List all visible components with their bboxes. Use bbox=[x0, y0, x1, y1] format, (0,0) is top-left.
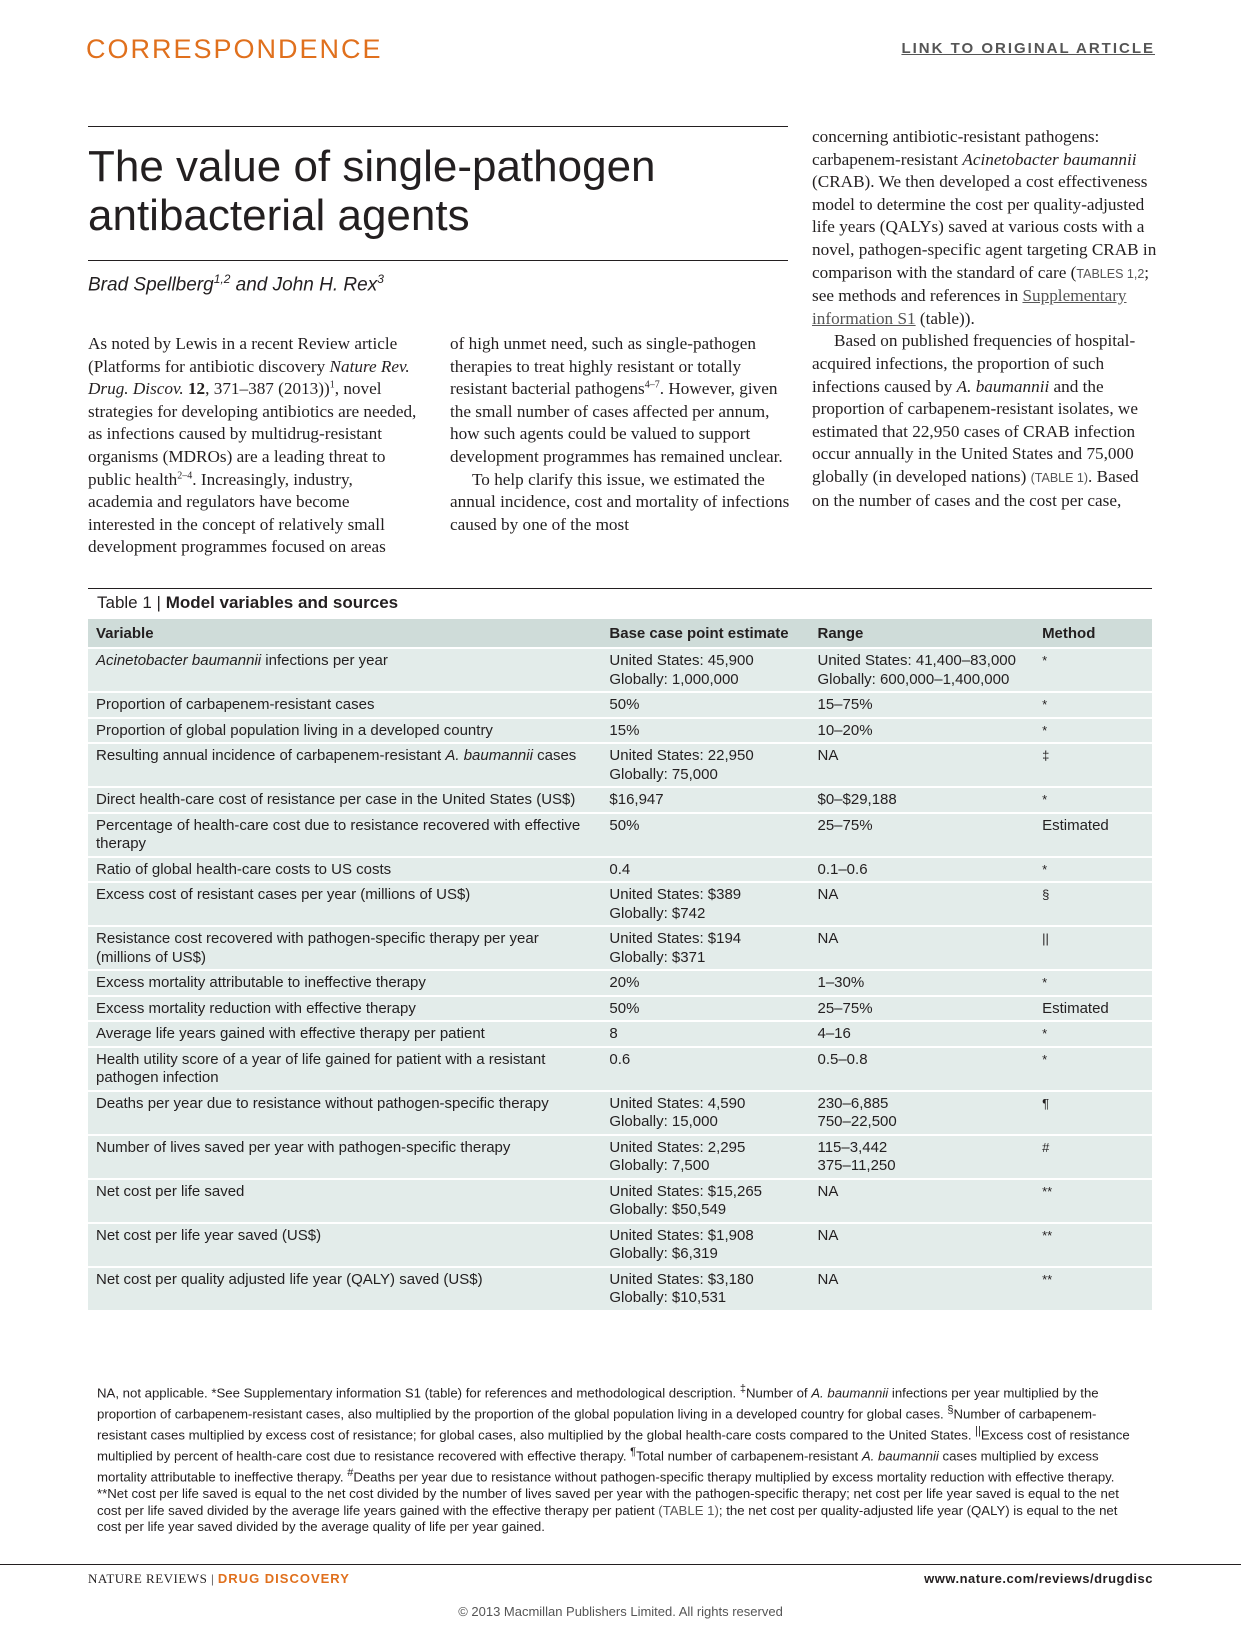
reference-superscript[interactable]: 2–4 bbox=[177, 469, 193, 481]
variable-text: Net cost per life year saved (US$) bbox=[96, 1226, 322, 1244]
supplementary-link[interactable]: Supplementary information S1 bbox=[812, 286, 1127, 328]
variable-text: Excess mortality reduction with effective therapy bbox=[96, 999, 416, 1017]
title-bottom-rule bbox=[88, 260, 788, 261]
text: As noted by Lewis in a recent Review article (Platforms for antibiotic discovery bbox=[88, 334, 398, 376]
cell-variable bbox=[88, 787, 601, 813]
cell-range-line: NA bbox=[817, 747, 839, 764]
variable-text: Proportion of carbapenem-resistant cases bbox=[96, 696, 375, 713]
cell-method: || bbox=[1034, 926, 1152, 970]
reference-superscript[interactable]: 1 bbox=[329, 379, 335, 391]
cell-variable bbox=[88, 882, 601, 926]
copyright-notice: © 2013 Macmillan Publishers Limited. All rights reserved bbox=[458, 1604, 783, 1619]
journal-citation: Nature Rev. Drug. Discov. bbox=[88, 356, 410, 399]
footnote-symbol: # bbox=[347, 1466, 354, 1479]
cell-base-case bbox=[601, 718, 809, 744]
cell-variable bbox=[88, 1091, 601, 1135]
cell-base-case-line: United States: $15,265 bbox=[609, 1182, 762, 1200]
cell-method: Estimated bbox=[1034, 813, 1152, 857]
author-1: Brad Spellberg bbox=[88, 274, 214, 296]
cell-base-case-line: Globally: 1,000,000 bbox=[609, 670, 739, 688]
cell-base-case bbox=[601, 787, 809, 813]
cell-method: * bbox=[1034, 718, 1152, 744]
cell-base-case bbox=[601, 1267, 809, 1310]
cell-variable bbox=[88, 1267, 601, 1310]
text: concerning antibiotic-resistant pathogens: carbapenem-resistant bbox=[812, 127, 1100, 169]
table-title: Model variables and sources bbox=[165, 593, 399, 612]
cell-base-case-line: United States: $1,908 bbox=[609, 1226, 754, 1244]
cell-variable bbox=[88, 743, 601, 787]
column-header-variable: Variable bbox=[88, 619, 601, 648]
text: Excess cost of resistance multiplied by percent of health-care cost due to resistance recovered with effective therapy. bbox=[97, 1427, 1130, 1464]
author-conjunction: and bbox=[230, 274, 273, 296]
cell-range-line: 230–6,885 bbox=[817, 1094, 889, 1112]
cell-range-line: NA bbox=[817, 930, 839, 947]
cell-base-case-line: 20% bbox=[609, 974, 640, 991]
cell-base-case-line: United States: 22,950 bbox=[609, 747, 754, 764]
cell-base-case-line: 50% bbox=[609, 816, 640, 834]
cell-range bbox=[809, 692, 1034, 718]
cell-range-line: NA bbox=[817, 886, 839, 903]
species-name: A. baumannii bbox=[956, 376, 1050, 396]
table-number: Table 1 | bbox=[97, 593, 166, 612]
cell-method: * bbox=[1034, 1021, 1152, 1047]
text: , 371–387 (2013)) bbox=[205, 379, 330, 399]
variable-text: Resulting annual incidence of carbapenem-resistant bbox=[96, 747, 446, 764]
species-name: A. baumannii bbox=[445, 747, 533, 764]
table-body bbox=[88, 648, 1152, 1310]
cell-base-case-line: Globally: 7,500 bbox=[609, 1157, 710, 1174]
variable-text: infections per year bbox=[261, 652, 388, 669]
table-row bbox=[88, 1091, 1152, 1135]
table-row bbox=[88, 926, 1152, 970]
variable-text: Direct health-care cost of resistance per case in the United States (US$) bbox=[96, 791, 576, 808]
variable-text: Average life years gained with effective therapy per patient bbox=[96, 1025, 485, 1042]
text: ; the net cost per quality-adjusted life year (QALY) is equal to the net cost per life year saved divided by the average quality of life per year gained. bbox=[97, 1502, 1118, 1535]
cell-variable bbox=[88, 970, 601, 996]
paragraph bbox=[450, 333, 790, 469]
cell-base-case-line: United States: 2,295 bbox=[609, 1138, 746, 1156]
column-header-base-case: Base case point estimate bbox=[601, 619, 809, 648]
footnote-symbol: || bbox=[975, 1424, 981, 1437]
cell-method: § bbox=[1034, 882, 1152, 926]
cell-range-line: 375–11,250 bbox=[817, 1157, 896, 1174]
text: Number of carbapenem-resistant cases multiplied by excess cost of resistance; for global cases, also multiplied by the global health-care costs compared to the United States. bbox=[97, 1406, 1097, 1443]
cell-base-case bbox=[601, 996, 809, 1022]
journal-name-part-2: DRUG DISCOVERY bbox=[217, 1571, 350, 1586]
cell-base-case bbox=[601, 1179, 809, 1223]
cell-base-case-line: Globally: $50,549 bbox=[609, 1201, 727, 1218]
model-variables-table bbox=[88, 619, 1152, 1310]
cell-range bbox=[809, 718, 1034, 744]
cell-base-case-line: 0.6 bbox=[609, 1050, 631, 1068]
cell-base-case-line: 0.4 bbox=[609, 860, 631, 878]
cell-base-case-line: Globally: $10,531 bbox=[609, 1289, 727, 1306]
variable-text: Number of lives saved per year with pathogen-specific therapy bbox=[96, 1138, 511, 1156]
cell-method: ‡ bbox=[1034, 743, 1152, 787]
cell-base-case bbox=[601, 1047, 809, 1091]
species-name: Acinetobacter baumannii bbox=[96, 652, 262, 669]
text: ; see methods and references in bbox=[812, 262, 1150, 306]
cell-variable bbox=[88, 813, 601, 857]
article-authors bbox=[88, 272, 384, 296]
cell-range bbox=[809, 926, 1034, 970]
article-title: The value of single-pathogen antibacterial agents bbox=[88, 142, 656, 240]
journal-separator: | bbox=[207, 1571, 218, 1586]
cell-variable bbox=[88, 1021, 601, 1047]
cell-base-case-line: United States: $3,180 bbox=[609, 1270, 754, 1288]
cell-range bbox=[809, 1047, 1034, 1091]
cell-variable bbox=[88, 1135, 601, 1179]
cell-base-case bbox=[601, 882, 809, 926]
footnote-symbol: § bbox=[947, 1403, 954, 1416]
text: Total number of carbapenem-resistant bbox=[636, 1448, 862, 1464]
cell-base-case-line: United States: 4,590 bbox=[609, 1094, 746, 1112]
paragraph bbox=[812, 330, 1157, 512]
cell-range-line: 0.1–0.6 bbox=[817, 860, 868, 878]
cell-range-line: Globally: 600,000–1,400,000 bbox=[817, 670, 1010, 688]
table-row bbox=[88, 1179, 1152, 1223]
cell-base-case bbox=[601, 970, 809, 996]
table-row bbox=[88, 692, 1152, 718]
cell-range bbox=[809, 1179, 1034, 1223]
author-2: John H. Rex bbox=[272, 274, 378, 296]
cell-base-case-line: Globally: $742 bbox=[609, 904, 706, 922]
text: of high unmet need, such as single-pathogen therapies to treat highly resistant or totally resistant bacterial pathogens bbox=[450, 334, 756, 399]
cell-variable bbox=[88, 1179, 601, 1223]
text: , novel strategies for developing antibiotics are needed, as infections caused by multidrug-resistant organisms (MDROs) are a leading threat to public health bbox=[88, 379, 417, 489]
cell-range bbox=[809, 813, 1034, 857]
journal-name-part-1: NATURE REVIEWS bbox=[88, 1571, 208, 1586]
cell-base-case-line: Globally: $371 bbox=[609, 948, 706, 966]
column-header-method: Method bbox=[1034, 619, 1152, 648]
cell-range-line: 25–75% bbox=[817, 816, 873, 834]
cell-variable bbox=[88, 718, 601, 744]
variable-text: Deaths per year due to resistance without pathogen-specific therapy bbox=[96, 1094, 549, 1112]
text: Number of bbox=[746, 1385, 812, 1401]
cell-range bbox=[809, 996, 1034, 1022]
cell-range-line: 25–75% bbox=[817, 999, 873, 1017]
cell-method: ¶ bbox=[1034, 1091, 1152, 1135]
text: cases multiplied by excess mortality attributable to ineffective therapy. bbox=[97, 1448, 1099, 1485]
cell-base-case bbox=[601, 857, 809, 883]
table-row bbox=[88, 1021, 1152, 1047]
cell-base-case bbox=[601, 1223, 809, 1267]
cell-range bbox=[809, 743, 1034, 787]
cell-base-case bbox=[601, 813, 809, 857]
variable-text: Health utility score of a year of life gained for patient with a resistant pathogen infection bbox=[96, 1050, 546, 1086]
table-row bbox=[88, 718, 1152, 744]
variable-text: Resistance cost recovered with pathogen-specific therapy per year (millions of US$) bbox=[96, 930, 539, 966]
body-column-3 bbox=[812, 126, 1157, 512]
cell-base-case-line: Globally: $6,319 bbox=[609, 1245, 718, 1262]
cell-base-case-line: 50% bbox=[609, 696, 640, 713]
species-name: Acinetobacter baumannii bbox=[962, 149, 1137, 169]
footnote-symbol: ‡ bbox=[739, 1383, 747, 1395]
cell-range-line: 750–22,500 bbox=[817, 1113, 897, 1130]
cell-method: Estimated bbox=[1034, 996, 1152, 1022]
table-reference[interactable]: TABLES 1,2 bbox=[1076, 266, 1145, 281]
variable-text: Proportion of global population living in a developed country bbox=[96, 721, 493, 739]
column-header-range: Range bbox=[809, 619, 1034, 648]
author-1-affiliation: 1,2 bbox=[213, 272, 231, 286]
cell-method: * bbox=[1034, 692, 1152, 718]
text: . However, given the small number of cases affected per annum, how such agents could be valued to support development programmes has remained unclear. bbox=[450, 379, 783, 466]
cell-method: * bbox=[1034, 857, 1152, 883]
cell-range bbox=[809, 648, 1034, 692]
cell-range bbox=[809, 857, 1034, 883]
table-top-rule bbox=[88, 588, 1152, 589]
table-row bbox=[88, 857, 1152, 883]
cell-variable bbox=[88, 1223, 601, 1267]
title-top-rule bbox=[88, 126, 788, 127]
text: NA, not applicable. *See Supplementary information S1 (table) for references and methodological description. bbox=[97, 1385, 740, 1401]
text: (CRAB). We then developed a cost effectiveness model to determine the cost per quality-adjusted life years (QALYs) saved at various costs with a novel, pathogen-specific agent targeting CRAB in comparison with the standard of care ( bbox=[812, 172, 1157, 282]
footer-rule bbox=[0, 1564, 1241, 1565]
cell-base-case bbox=[601, 648, 809, 692]
cell-base-case bbox=[601, 743, 809, 787]
cell-method: * bbox=[1034, 787, 1152, 813]
cell-range-line: NA bbox=[817, 1226, 839, 1244]
cell-range bbox=[809, 970, 1034, 996]
table-row bbox=[88, 813, 1152, 857]
cell-range-line: $0–$29,188 bbox=[817, 791, 897, 808]
variable-text: cases bbox=[532, 747, 577, 764]
text: (table)). bbox=[915, 308, 975, 328]
text: and the proportion of carbapenem-resistant isolates, we estimated that 22,950 cases of CRAB infection occur annually in the United States and 75,000 globally (in developed nations) bbox=[812, 376, 1138, 486]
cell-base-case-line: 50% bbox=[609, 999, 640, 1017]
cell-range-line: 15–75% bbox=[817, 696, 873, 713]
cell-method: * bbox=[1034, 648, 1152, 692]
table-header-row bbox=[88, 619, 1152, 648]
variable-text: Net cost per quality adjusted life year (QALY) saved (US$) bbox=[96, 1270, 483, 1288]
cell-range bbox=[809, 787, 1034, 813]
cell-base-case-line: 8 bbox=[609, 1025, 618, 1042]
text: Based on published frequencies of hospital-acquired infections, the proportion of such infections caused by bbox=[812, 331, 1136, 396]
cell-method: * bbox=[1034, 1047, 1152, 1091]
variable-text: Excess mortality attributable to ineffective therapy bbox=[96, 974, 426, 991]
cell-range bbox=[809, 1267, 1034, 1310]
body-column-1 bbox=[88, 333, 418, 559]
journal-volume: 12 bbox=[187, 379, 206, 399]
cell-method: # bbox=[1034, 1135, 1152, 1179]
reference-superscript[interactable]: 4–7 bbox=[644, 379, 660, 391]
cell-base-case-line: Globally: 75,000 bbox=[609, 765, 718, 783]
table-row bbox=[88, 787, 1152, 813]
cell-base-case-line: $16,947 bbox=[609, 791, 664, 808]
cell-variable bbox=[88, 857, 601, 883]
paragraph: To help clarify this issue, we estimated the annual incidence, cost and mortality of infections caused by one of the most bbox=[450, 469, 790, 534]
table-reference[interactable]: (TABLE 1) bbox=[658, 1502, 719, 1518]
text: infections per year multiplied by the proportion of carbapenem-resistant cases, also multiplied by the proportion of the global population living in a developed country for global cases. bbox=[97, 1385, 1099, 1422]
cell-range bbox=[809, 1223, 1034, 1267]
cell-base-case-line: 15% bbox=[609, 721, 640, 739]
species-name: A. baumannii bbox=[811, 1385, 889, 1401]
table-reference[interactable]: (TABLE 1) bbox=[1030, 470, 1089, 485]
cell-base-case bbox=[601, 1135, 809, 1179]
link-to-original-article[interactable]: LINK TO ORIGINAL ARTICLE bbox=[901, 40, 1155, 57]
table-row bbox=[88, 1135, 1152, 1179]
cell-base-case-line: United States: $194 bbox=[609, 930, 742, 947]
table-row bbox=[88, 743, 1152, 787]
table-row bbox=[88, 1223, 1152, 1267]
journal-website[interactable]: www.nature.com/reviews/drugdisc bbox=[924, 1571, 1153, 1586]
table-row bbox=[88, 882, 1152, 926]
variable-text: Excess cost of resistant cases per year (millions of US$) bbox=[96, 886, 471, 903]
table-footnote bbox=[97, 1381, 1137, 1536]
table-caption bbox=[97, 593, 398, 613]
cell-variable bbox=[88, 648, 601, 692]
table-row bbox=[88, 1267, 1152, 1310]
cell-base-case-line: United States: 45,900 bbox=[609, 652, 754, 669]
cell-range-line: 4–16 bbox=[817, 1025, 851, 1042]
variable-text: Percentage of health-care cost due to resistance recovered with effective therapy bbox=[96, 816, 581, 852]
journal-name bbox=[88, 1571, 350, 1587]
cell-range bbox=[809, 1021, 1034, 1047]
author-2-affiliation: 3 bbox=[377, 272, 384, 286]
cell-method: ** bbox=[1034, 1223, 1152, 1267]
footnote-symbol: ¶ bbox=[630, 1445, 637, 1458]
table-row bbox=[88, 1047, 1152, 1091]
cell-range-line: NA bbox=[817, 1270, 839, 1288]
cell-base-case-line: Globally: 15,000 bbox=[609, 1113, 718, 1130]
cell-base-case bbox=[601, 1021, 809, 1047]
table-row bbox=[88, 996, 1152, 1022]
cell-variable bbox=[88, 926, 601, 970]
cell-range bbox=[809, 882, 1034, 926]
cell-base-case bbox=[601, 926, 809, 970]
cell-method: * bbox=[1034, 970, 1152, 996]
body-column-2 bbox=[450, 333, 790, 536]
text: . Increasingly, industry, academia and regulators have become interested in the concept of relatively small development programmes focused on areas bbox=[88, 469, 386, 557]
variable-text: Ratio of global health-care costs to US costs bbox=[96, 860, 392, 878]
cell-range bbox=[809, 1135, 1034, 1179]
cell-range-line: 115–3,442 bbox=[817, 1138, 888, 1156]
cell-variable bbox=[88, 1047, 601, 1091]
text: . Based on the number of cases and the cost per case, bbox=[812, 466, 1139, 510]
cell-method: ** bbox=[1034, 1179, 1152, 1223]
cell-range-line: 1–30% bbox=[817, 974, 865, 991]
variable-text: Net cost per life saved bbox=[96, 1182, 245, 1200]
cell-range-line: 0.5–0.8 bbox=[817, 1050, 868, 1068]
table-row bbox=[88, 970, 1152, 996]
cell-base-case-line: United States: $389 bbox=[609, 886, 742, 903]
cell-range-line: NA bbox=[817, 1182, 839, 1200]
text: Deaths per year due to resistance without pathogen-specific therapy multiplied by excess mortality reduction with effective therapy. **Net cost per life saved is equal to the net cost divided by the number of lives saved per year with the pathogen-specific therapy; net cost per life year saved is equal to the net cost per life saved divided by the average life years gained with the effective therapy per patient bbox=[97, 1469, 1119, 1518]
paragraph bbox=[812, 126, 1157, 330]
section-label: CORRESPONDENCE bbox=[86, 34, 383, 64]
cell-base-case bbox=[601, 692, 809, 718]
cell-variable bbox=[88, 692, 601, 718]
cell-variable bbox=[88, 996, 601, 1022]
cell-method: ** bbox=[1034, 1267, 1152, 1310]
paragraph bbox=[88, 333, 418, 559]
cell-range-line: 10–20% bbox=[817, 721, 873, 739]
table-row bbox=[88, 648, 1152, 692]
cell-range bbox=[809, 1091, 1034, 1135]
species-name: A. baumannii bbox=[861, 1448, 939, 1464]
cell-base-case bbox=[601, 1091, 809, 1135]
cell-range-line: United States: 41,400–83,000 bbox=[817, 652, 1016, 669]
